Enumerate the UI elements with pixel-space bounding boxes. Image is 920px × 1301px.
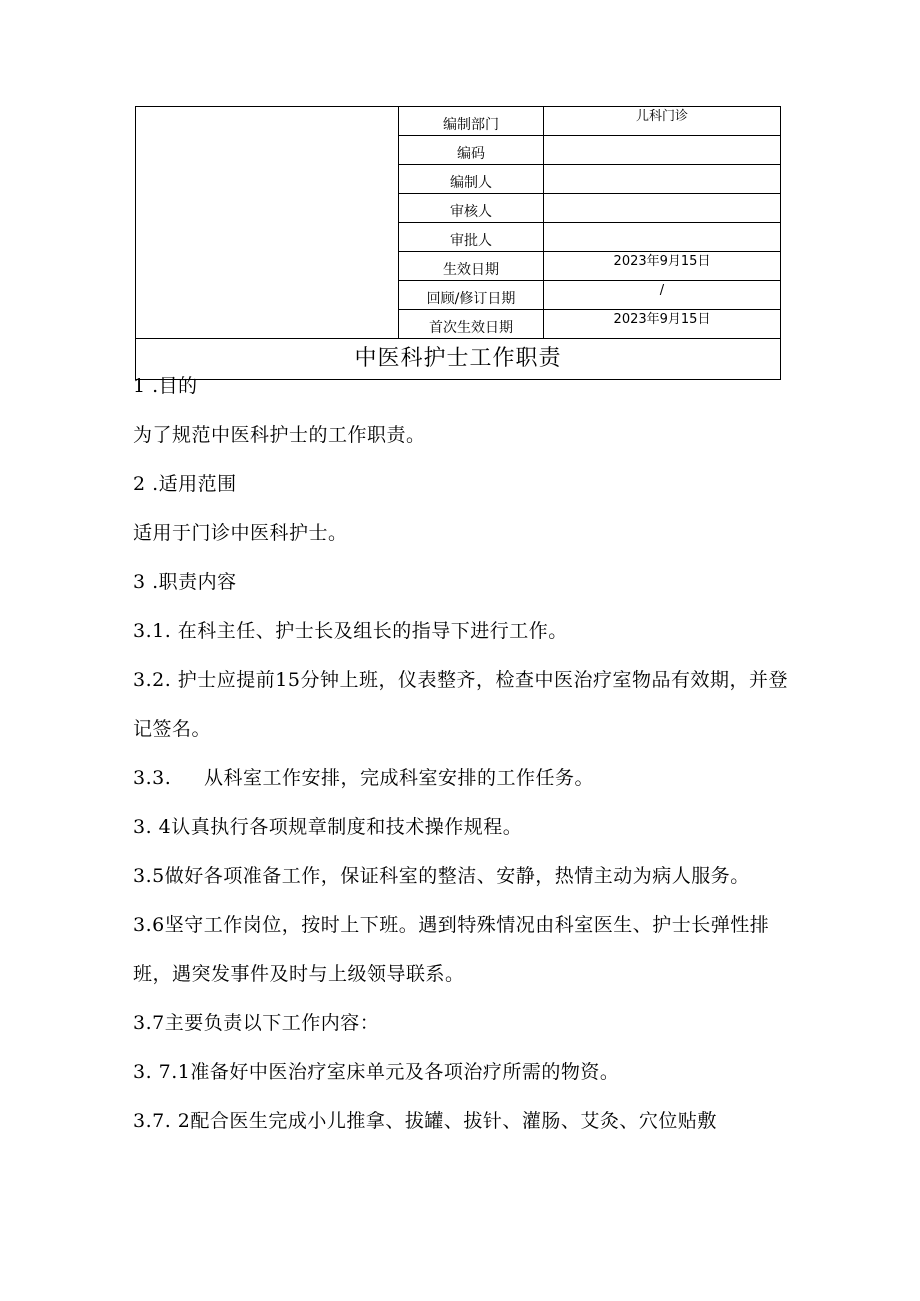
value-code xyxy=(544,136,781,165)
document-control-table xyxy=(135,106,781,380)
label-reviewer: 审核人 xyxy=(399,194,544,223)
duty-subitem: 3.7. 2配合医生完成小儿推拿、拔罐、拔针、灌肠、艾灸、穴位贴敷 xyxy=(133,1110,717,1132)
value-author xyxy=(544,165,781,194)
label-effective-date: 生效日期 xyxy=(399,252,544,281)
label-approver: 审批人 xyxy=(399,223,544,252)
value-approver xyxy=(544,223,781,252)
duty-item: 3.5做好各项准备工作，保证科室的整洁、安静，热情主动为病人服务。 xyxy=(133,865,750,887)
value-effective-date: 2023年9月15日 xyxy=(544,252,781,281)
logo-area xyxy=(136,107,399,339)
value-revision-date: / xyxy=(544,281,781,310)
value-first-effective-date: 2023年9月15日 xyxy=(544,310,781,339)
duty-item: 3.6坚守工作岗位，按时上下班。遇到特殊情况由科室医生、护士长弹性排班，遇突发事件及时与上级领导联系。 xyxy=(133,914,770,985)
section-heading-scope: 2 .适用范围 xyxy=(133,473,237,495)
document-title: 中医科护士工作职责 xyxy=(136,339,781,380)
duty-item: 3.3. 从科室工作安排，完成科室安排的工作任务。 xyxy=(133,767,594,789)
document-body xyxy=(133,362,793,1146)
label-revision-date: 回顾/修订日期 xyxy=(399,281,544,310)
section-heading-duties: 3 .职责内容 xyxy=(133,571,237,593)
label-department: 编制部门 xyxy=(399,107,544,136)
label-author: 编制人 xyxy=(399,165,544,194)
label-code: 编码 xyxy=(399,136,544,165)
paragraph-purpose: 为了规范中医科护士的工作职责。 xyxy=(133,424,426,446)
duty-item: 3. 4认真执行各项规章制度和技术操作规程。 xyxy=(133,816,523,838)
duty-item: 3.1. 在科主任、护士长及组长的指导下进行工作。 xyxy=(133,620,568,642)
duty-subitem: 3. 7.1准备好中医治疗室床单元及各项治疗所需的物资。 xyxy=(133,1061,620,1083)
paragraph-scope: 适用于门诊中医科护士。 xyxy=(133,522,348,544)
value-department: 儿科门诊 xyxy=(544,107,781,136)
section-heading-purpose: 1 .目的 xyxy=(133,375,198,397)
label-first-effective-date: 首次生效日期 xyxy=(399,310,544,339)
value-reviewer xyxy=(544,194,781,223)
duty-item: 3.7主要负责以下工作内容： xyxy=(133,1012,380,1034)
duty-item: 3.2. 护士应提前15分钟上班，仪表整齐，检查中医治疗室物品有效期，并登记签名。 xyxy=(133,669,788,740)
